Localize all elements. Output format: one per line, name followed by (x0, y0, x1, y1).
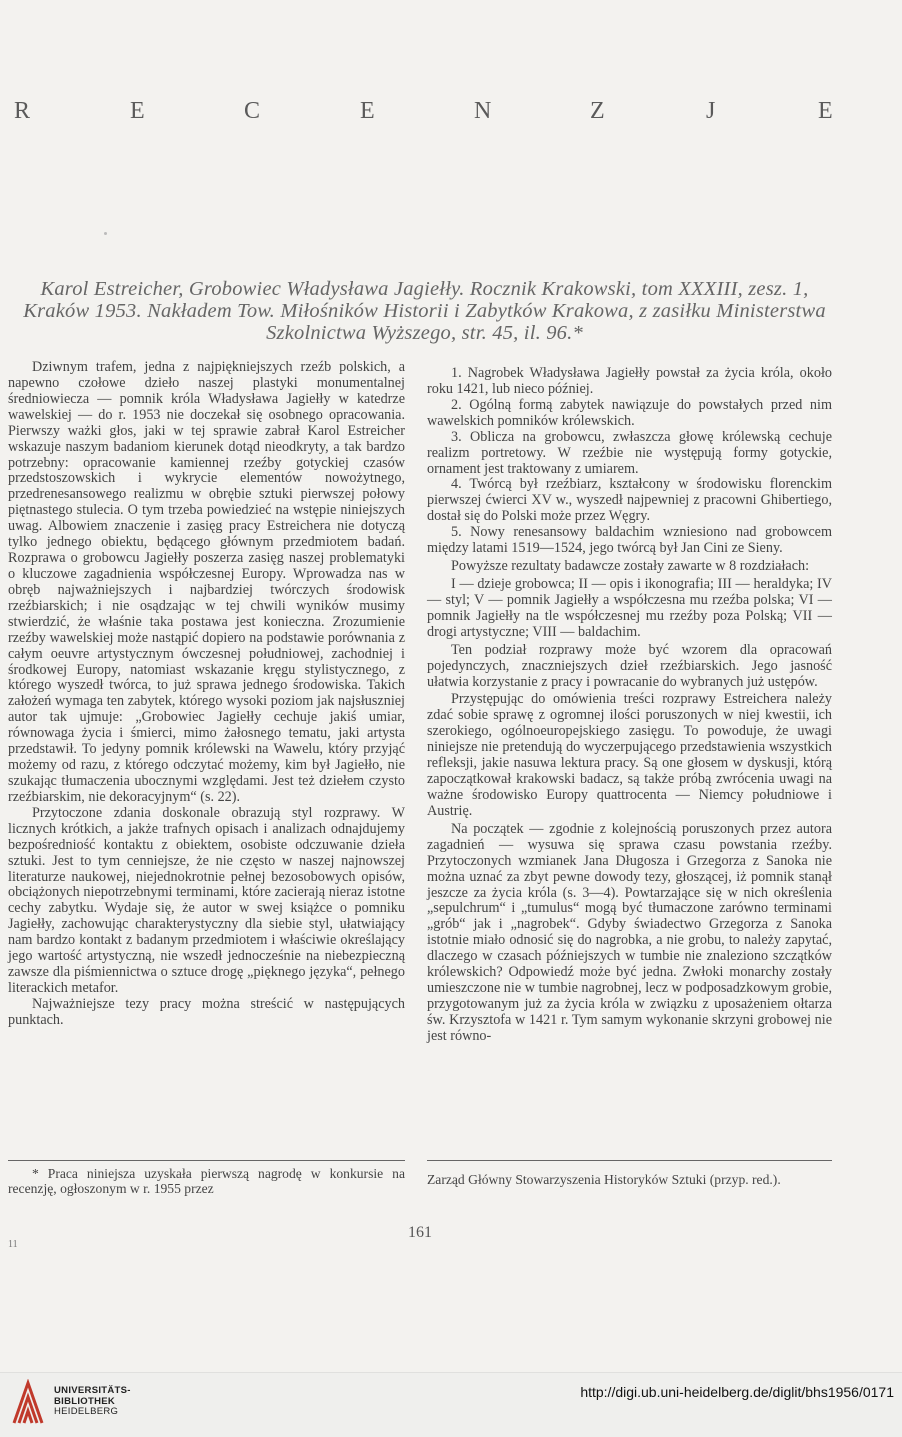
biblio-line: Szkolnictwa Wyższego, str. 45, il. 96.* (266, 322, 583, 344)
heading-letter: J (706, 98, 716, 124)
heading-letter: R (14, 98, 31, 124)
thesis-point: 1. Nagrobek Władysława Jagiełły powstał za życia króla, około roku 1421, lub nieco później. (427, 365, 832, 397)
footnote-rule (427, 1160, 832, 1161)
library-line: UNIVERSITÄTS- (54, 1385, 131, 1396)
section-heading (0, 98, 902, 138)
paragraph: Dziwnym trafem, jedna z najpiękniejszych rzeźb polskich, a napewno czołowe dzieło naszej plastyki monumentalnej średniowiecza — pomnik króla Władysława Jagiełły w katedrze wawelskiej — do r. 1953 nie doczekał się osobnego opracowania. Pierwszy ważki głos, jaki w tej sprawie zabrał Karol Estreicher wskazuje naszym badaniom kierunek dotąd nieodkryty, a tak bardzo potrzebny: opracowanie kamiennej rzeźby gotyckiej czasów przedstoszowskich i wykrycie elementów nowożytnego, przedrenesansowego realizmu w obrębie sztuki pierwszej połowy piętnastego stulecia. O tym trzeba powiedzieć na wstępie niniejszych uwag. Albowiem znaczenie i zasięg pracy Estreichera nie dotyczą tylko jednego obiektu, będącego głównym przedmiotem badań. Rozprawa o grobowcu Jagiełły poszerza zasięg naszej problematyki o kluczowe zagadnienia współczesnej Europy. Wprowadza nas w obręb najważniejszych i najbardziej twórczych środowisk rzeźbiarskich; i nie osądzając w tej chwili wyników musimy stwierdzić, że właśnie taka postawa jest konieczna. Zrozumienie rzeźby wawelskiej może nastąpić dopiero na podstawie porównania z całym oeuvre artystycznym ówczesnej południowej, zachodniej i środkowej Europy, natomiast wskazanie kręgu stylistycznego, z którego wyszedł twórca, to już sprawa jednego środowiska. Takich założeń wymaga ten zabytek, którego wysoki poziom jak najsłuszniej autor tak ujmuje: „Grobowiec Jagiełły cechuje jakiś umiar, równowaga życia i śmierci, mimo żałosnego tematu, jaki artysta przedstawił. To jedyny pomnik królewski na Wawelu, który przyjąć możemy od razu, z którego odczytać możemy, kim był Jagiełło, nie szukając tłumaczenia ubocznymi względami. Jest też dziełem czysto rzeźbiarskim, nie dekoracyjnym“ (s. 22). (8, 359, 405, 805)
thesis-point: 5. Nowy renesansowy baldachim wzniesiono nad grobowcem między latami 1519—1524, jego twórcą był Jan Cini ze Sieny. (427, 524, 832, 557)
paragraph: Najważniejsze tezy pracy można streścić w następujących punktach. (8, 995, 405, 1028)
heading-letter: C (244, 98, 261, 124)
thesis-point: 2. Ogólną formą zabytek nawiązuje do powstałych przed nim wawelskich pomników królewskich. (427, 396, 832, 429)
paragraph: Powyższe rezultaty badawcze zostały zawarte w 8 rozdziałach: (451, 558, 810, 575)
footnote-rule (8, 1160, 405, 1161)
bibliographic-entry (12, 278, 837, 344)
footer-bar (0, 1372, 902, 1437)
right-text-column (427, 366, 832, 1045)
heading-letter: E (818, 98, 833, 124)
page-number: 161 (408, 1224, 432, 1241)
heading-letter: N (474, 98, 492, 124)
permalink-url[interactable]: http://digi.ub.uni-heidelberg.de/diglit/bhs1956/0171 (580, 1384, 894, 1400)
biblio-line: Kraków 1953. Nakładem Tow. Miłośników Historii i Zabytków Krakowa, z zasiłku Ministerstwa (23, 300, 826, 322)
thesis-point: 3. Oblicza na grobowcu, zwłaszcza głowę królewską cechuje realizm portretowy. W rzeźbie nie występują formy gotyckie, ornament jest traktowany z umiarem. (427, 428, 832, 477)
paragraph: Przytoczone zdania doskonale obrazują styl rozprawy. W licznych krótkich, a jakże trafnych opisach i analizach odnajdujemy bezpośredniość kontaktu z obiektem, osobiste odczuwanie dzieła sztuki. Jest to tym cenniejsze, że nie często w naszej najnowszej literaturze naukowej, niejednokrotnie pełnej bezosobowych opisów, obciążonych niepotrzebnymi terminami, które zacierają nieraz istotne cechy zabytku. Wydaje się, że autor w swej książce o pomniku Jagiełły, zachowując charakterystyczny dla siebie styl, ułatwiający nam bardzo kontakt z badanym przedmiotem i właściwie określający jego wartość artystyczną, nie wszedł jednocześnie na niebezpieczną zawsze dla piśmiennictwa o sztuce drogę „pięknego języka“, pełnego literackich metafor. (8, 804, 405, 996)
paragraph: Ten podział rozprawy może być wzorem dla opracowań pojedynczych, znaczniejszych dzieł rzeźbiarskich. Jego jasność ułatwia korzystanie z pracy i powracanie do wybranych już ustępów. (427, 641, 832, 690)
left-text-column (8, 360, 405, 1029)
library-logo-icon[interactable] (10, 1379, 46, 1427)
footnote-text: Zarząd Główny Stowarzyszenia Historyków Sztuki (przyp. red.). (427, 1172, 781, 1187)
footnote-left (8, 1166, 405, 1196)
library-line: BIBLIOTHEK (54, 1395, 116, 1407)
heading-letter: E (360, 98, 375, 124)
chapter-list: I — dzieje grobowca; II — opis i ikonografia; III — heraldyka; IV — styl; V — pomnik Jagiełły a współczesna mu rzeźba polska; VI — pomnik Jagiełły na tle współczesnej mu rzeźby poza Polską; VII — drogi artystyczne; VIII — baldachim. (427, 575, 832, 640)
library-name[interactable] (54, 1386, 131, 1418)
signature-mark: 11 (8, 1239, 18, 1250)
thesis-point: 4. Twórcą był rzeźbiarz, kształcony w środowisku florenckim pierwszej ćwierci XV w., wyszedł najpewniej z pracowni Ghibertiego, dostał się do Polski może przez Węgry. (427, 476, 832, 525)
heading-letter: Z (590, 98, 605, 124)
library-line: HEIDELBERG (54, 1406, 119, 1417)
paragraph: Przystępując do omówienia treści rozprawy Estreichera należy zdać sobie sprawę z ogromnej ilości poruszonych w niej kwestii, ich szerokiego, ogólnoeuropejskiego zasięgu. To powoduje, że uwagi niniejsze nie pretendują do wyczerpującego przedstawienia wszystkich refleksji, jakie nasuwa lektura pracy. Są one głosem w dyskusji, którą zapoczątkował krakowski badacz, są także próbą zwrócenia uwagi na ważne środowisko Europy quattrocenta — Niemcy południowe i Austrię. (427, 691, 832, 819)
heading-letter: E (130, 98, 145, 124)
scan-speck (104, 232, 107, 235)
footnote-right (427, 1172, 832, 1187)
biblio-line: Karol Estreicher, Grobowiec Władysława Jagiełły. Rocznik Krakowski, tom XXXIII, zesz. 1, (40, 278, 809, 300)
paragraph: Na początek — zgodnie z kolejnością poruszonych przez autora zagadnień — wysuwa się sprawa czasu powstania rzeźby. Przytoczonych wzmianek Jana Długosza i Grzegorza z Sanoka nie można uznać za zbyt pewne dowody tezy, głoszącej, iż pomnik stanął jeszcze za życia króla (s. 3—4). Powtarzające się w nich określenia „sepulchrum“ i „tumulus“ mogą być tłumaczone zarówno terminami „grób“ jak i „nagrobek“. Gdyby świadectwo Grzegorza z Sanoka istotnie miało odnosić się do nagrobka, a nie grobu, to należy zapytać, dlaczego w czasach późniejszych w tumbie nie znaleziono szczątków królewskich? Odpowiedź może być jedna. Zwłoki monarchy zostały umieszczone nie w tumbie nagrobnej, lecz w podposadzkowym grobie, przygotowanym już za życia króla w związku z uposażeniem ołtarza św. Krzysztofa w 1421 r. Tym samym wykonanie skrzyni grobowej nie jest równo- (427, 820, 833, 1044)
footnote-text: * Praca niniejsza uzyskała pierwszą nagrodę w konkursie na recenzję, ogłoszonym w r. 1955 przez (8, 1166, 405, 1196)
